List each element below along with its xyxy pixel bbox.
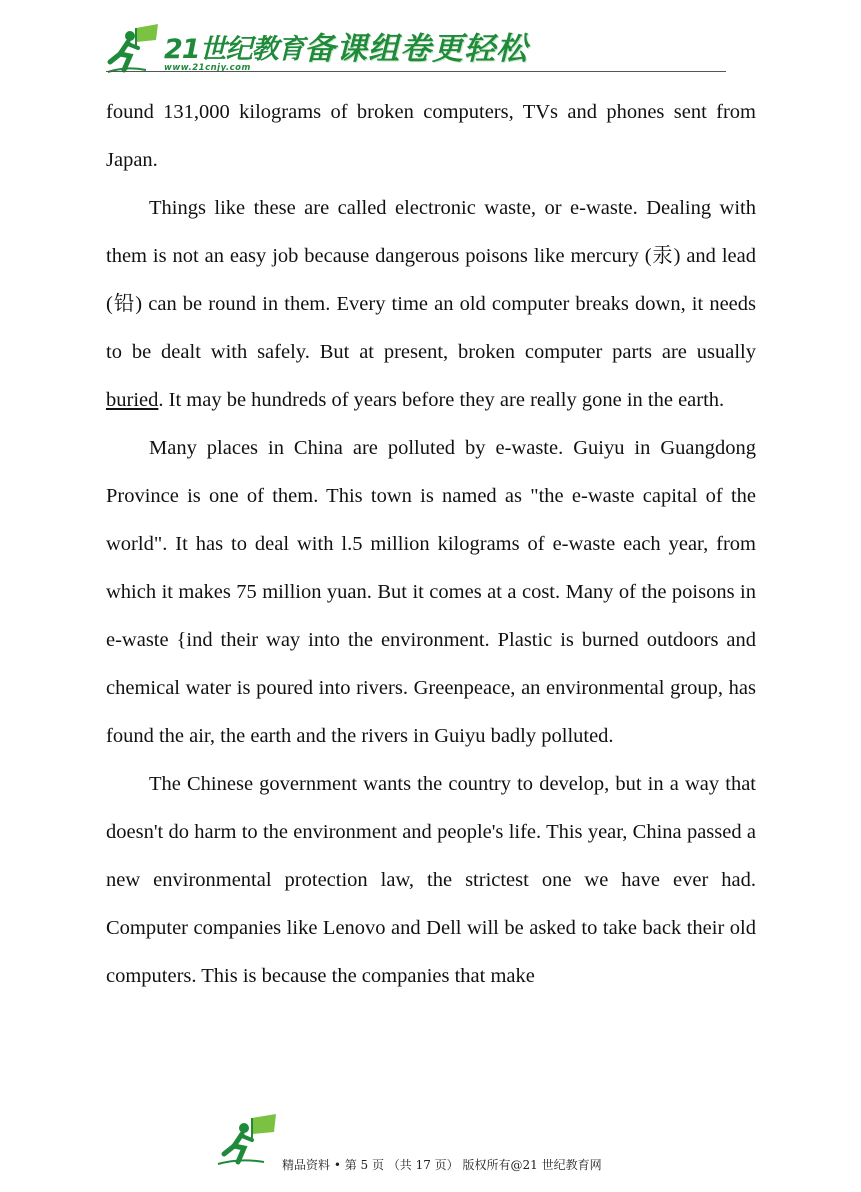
paragraph-3: Many places in China are polluted by e-waste. Guiyu in Guangdong Province is one of them. This town is named as "the e-waste capital of the world". It has to deal with l.5 million kilograms of e-waste each year, from which it makes 75 million yuan. But it comes at a cost. Many of the poisons in e-waste {ind their way into the environment. Plastic is burned outdoors and chemical water is poured into rivers. Greenpeace, an environmental group, has found the air, the earth and the rivers in Guiyu badly polluted. (106, 437, 756, 747)
paragraph-2-text-a: Things like these are called electronic waste, or e-waste. Dealing with them is not an easy job because dangerous poisons like mercury (汞) and lead (铅) can be round in them. Every time an old computer breaks down, it needs to be dealt with safely. But at present, broken computer parts are usually (106, 197, 756, 363)
footer-page-info: 精品资料 • 第 5 页 （共 17 页） 版权所有@21 世纪教育网 (282, 1158, 602, 1172)
paragraph-2 (106, 184, 756, 424)
header-slogan: 备课组卷更轻松 (304, 31, 528, 67)
brand-name: 21世纪教育 (164, 34, 304, 65)
article-body (106, 88, 756, 1000)
paragraph-4: The Chinese government wants the country to develop, but in a way that doesn't do harm to the environment and people's life. This year, China passed a new environmental protection law, the strictest one we have ever had. Computer companies like Lenovo and Dell will be asked to take back their old computers. This is because the companies that make (106, 773, 756, 987)
page-footer (214, 1114, 674, 1174)
page-header (106, 18, 726, 78)
footer-running-figure-icon (214, 1114, 280, 1173)
paragraph-1: found 131,000 kilograms of broken computers, TVs and phones sent from Japan. (106, 101, 756, 171)
brand-url: www.21cnjy.com (164, 63, 251, 73)
running-figure-logo-icon (106, 24, 162, 81)
header-divider (106, 71, 726, 72)
paragraph-2-text-b: . It may be hundreds of years before they are really gone in the earth. (158, 389, 725, 411)
underlined-word: buried (106, 389, 159, 411)
